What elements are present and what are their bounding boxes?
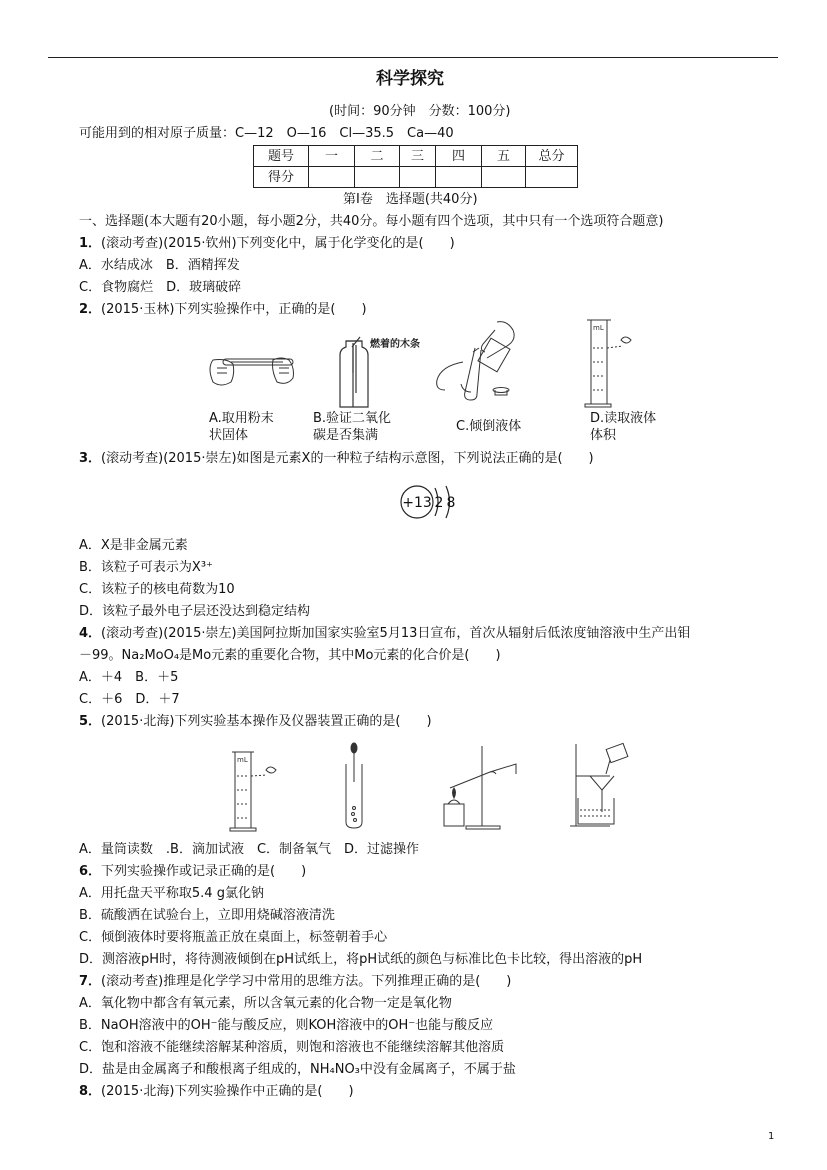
dropper-tube-figure	[340, 742, 370, 830]
time-info: (时间：90分钟 分数：100分)	[329, 104, 511, 119]
pouring-liquid-figure	[435, 318, 535, 410]
q2-caption-a-line2: 状固体	[209, 428, 249, 443]
question-stem: (滚动考查)推理是化学学习中常用的思维方法。下列推理正确的是( )	[101, 974, 512, 989]
q7-option-d: D．盐是由金属离子和酸根离子组成的，NH₄NO₃中没有金属离子，不属于盐	[79, 1062, 516, 1077]
atomic-masses: 可能用到的相对原子质量：C—12 O—16 Cl—35.5 Ca—40	[79, 126, 454, 141]
q5-options: A．量筒读数 .B．滴加试液 C．制备氧气 D．过滤操作	[79, 842, 420, 857]
q2-caption-b-line1: B.验证二氧化	[313, 411, 392, 426]
q6-option-c: C．倾倒液体时要将瓶盖正放在桌面上，标签朝着手心	[79, 930, 388, 945]
q2-caption-d-line2: 体积	[590, 428, 617, 443]
section-title: 第Ⅰ卷 选择题(共40分)	[343, 192, 478, 207]
question-number: 6．	[79, 864, 102, 879]
score-header-cell: 题号	[254, 146, 309, 167]
co2-bottle-figure	[330, 333, 440, 409]
score-cell[interactable]	[482, 167, 526, 188]
question-stem: (2015·北海)下列实验基本操作及仪器装置正确的是( )	[101, 714, 432, 729]
score-row-label: 得分	[254, 167, 309, 188]
shell-1-electrons: 2	[434, 495, 444, 511]
cylinder-reading-figure	[583, 318, 643, 408]
question-7	[79, 973, 511, 991]
q3-option-a: A．X是非金属元素	[79, 538, 188, 553]
question-number: 3．	[79, 451, 102, 466]
nucleus-charge: +13	[402, 495, 432, 511]
score-cell[interactable]	[526, 167, 578, 188]
q4-options-line2: C．＋6 D．＋7	[79, 692, 180, 707]
q6-option-b: B．硫酸洒在试验台上，立即用烧碱溶液清洗	[79, 908, 335, 923]
q7-option-a: A．氧化物中都含有氧元素，所以含氧元素的化合物一定是氧化物	[79, 996, 452, 1011]
question-stem: (2015·玉林)下列实验操作中，正确的是( )	[101, 302, 367, 317]
question-2	[79, 301, 367, 319]
question-6	[79, 863, 306, 881]
question-number: 8．	[79, 1084, 102, 1099]
q3-option-c: C．该粒子的核电荷数为10	[79, 582, 235, 597]
q6-option-d: D．测溶液pH时，将待测液倾倒在pH试纸上，将pH试纸的颜色与标准比色卡比较，得出溶液的pH	[79, 952, 643, 967]
score-header-cell: 四	[436, 146, 482, 167]
score-table	[253, 145, 578, 188]
question-stem: (滚动考查)(2015·钦州)下列变化中，属于化学变化的是( )	[101, 236, 455, 251]
score-table-row	[254, 167, 578, 188]
q2-caption-b-line2: 碳是否集满	[313, 428, 379, 443]
question-number: 5．	[79, 714, 102, 729]
atom-structure-diagram	[398, 482, 462, 522]
filtration-figure	[568, 740, 638, 830]
q2-caption-d-line1: D.读取液体	[590, 411, 657, 426]
question-1	[79, 235, 455, 253]
question-stem: (滚动考查)(2015·崇左)美国阿拉斯加国家实验室5月13日宣布，首次从辐射后低浓度铀溶液中生产出钼	[101, 626, 691, 641]
header-rule	[48, 57, 778, 58]
question-number: 2．	[79, 302, 102, 317]
q7-option-c: C．饱和溶液不能继续溶解某种溶质，则饱和溶液也不能继续溶解其他溶质	[79, 1040, 505, 1055]
powder-transfer-figure	[203, 340, 303, 400]
question-number: 7．	[79, 974, 102, 989]
q4-options-line1: A．＋4 B．＋5	[79, 670, 179, 685]
q3-option-b: B．该粒子可表示为X³⁺	[79, 560, 213, 575]
score-header-cell: 二	[355, 146, 400, 167]
ml-label: mL	[237, 756, 248, 764]
score-header-cell: 三	[400, 146, 436, 167]
question-stem: (滚动考查)(2015·崇左)如图是元素X的一种粒子结构示意图，下列说法正确的是( )	[101, 451, 594, 466]
question-number: 1．	[79, 236, 102, 251]
section-instructions: 一、选择题(本大题有20小题，每小题2分，共40分。每小题有四个选项，其中只有一个选项符合题意)	[79, 214, 664, 229]
score-cell[interactable]	[400, 167, 436, 188]
question-4	[79, 625, 690, 643]
score-header-cell: 一	[309, 146, 355, 167]
q2-caption-a-line1: A.取用粉末	[209, 411, 274, 426]
question-8	[79, 1083, 354, 1101]
score-cell[interactable]	[309, 167, 355, 188]
shell-2-electrons: 8	[446, 495, 456, 511]
oxygen-prep-figure	[440, 742, 524, 830]
score-table-header-row	[254, 146, 578, 167]
question-5	[79, 713, 432, 731]
q1-options-line2: C．食物腐烂 D．玻璃破碎	[79, 280, 242, 295]
score-header-cell: 五	[482, 146, 526, 167]
question-stem: (2015·北海)下列实验操作中正确的是( )	[101, 1084, 354, 1099]
question-number: 4．	[79, 626, 102, 641]
score-cell[interactable]	[436, 167, 482, 188]
score-header-cell: 总分	[526, 146, 578, 167]
question-3	[79, 450, 594, 468]
q3-option-d: D．该粒子最外电子层还没达到稳定结构	[79, 604, 311, 619]
burning-stick-label: 燃着的木条	[370, 339, 420, 350]
question-stem: 下列实验操作或记录正确的是( )	[101, 864, 307, 879]
score-cell[interactable]	[355, 167, 400, 188]
page-number: 1	[768, 1131, 775, 1142]
cylinder-reading-figure-q5	[228, 750, 288, 832]
ml-label: mL	[593, 324, 604, 332]
q7-option-b: B．NaOH溶液中的OH⁻能与酸反应，则KOH溶液中的OH⁻也能与酸反应	[79, 1018, 494, 1033]
q6-option-a: A．用托盘天平称取5.4 g氯化钠	[79, 886, 264, 901]
q2-caption-c: C.倾倒液体	[456, 419, 522, 434]
page-title: 科学探究	[376, 69, 444, 89]
q1-options-line1: A．水结成冰 B．酒精挥发	[79, 258, 240, 273]
question-4-continued: －99。Na₂MoO₄是Mo元素的重要化合物，其中Mo元素的化合价是( )	[79, 648, 501, 663]
